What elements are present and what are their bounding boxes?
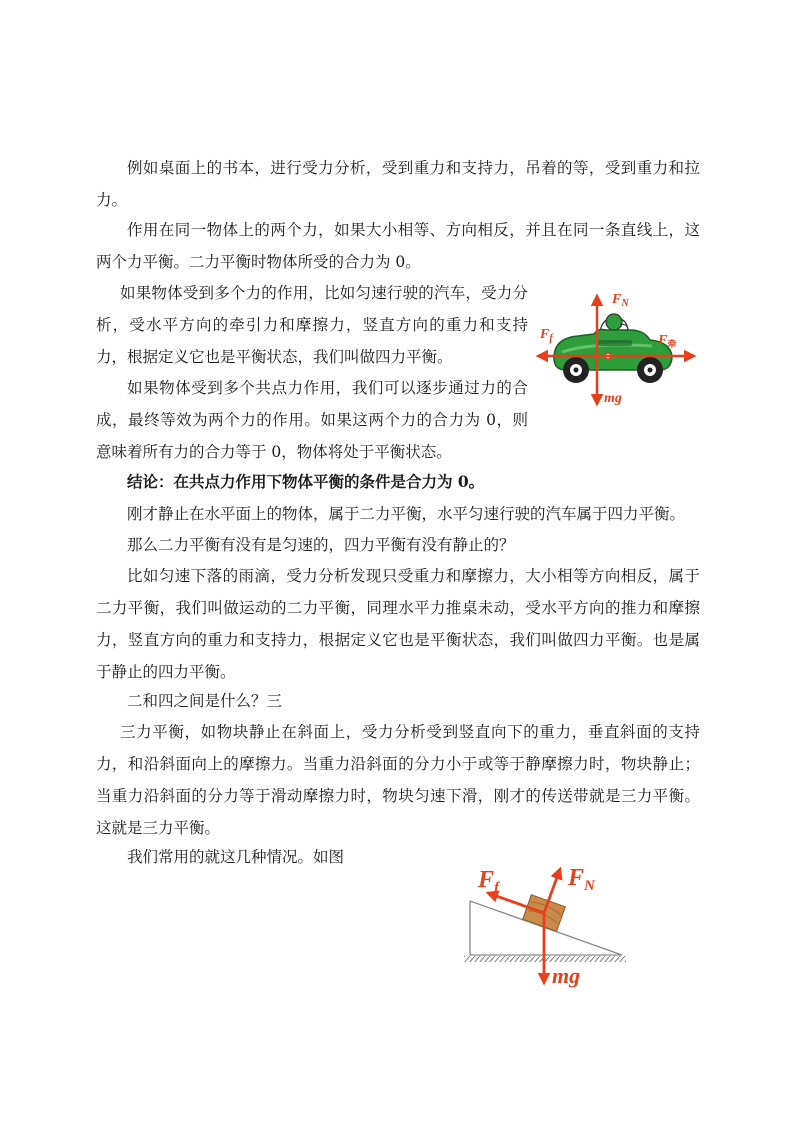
- paragraph-multiple-forces: 如果物体受到多个共点力作用，我们可以逐步通过力的合成，最终等效为两个力的作用。如果这两个力的合力为 0，则意味着所有力的合力等于 0，物体将处于平衡状态。: [96, 379, 528, 461]
- paragraph-raindrop: 比如匀速下落的雨滴，受力分析发现只受重力和摩擦力，大小相等方向相反，属于二力平衡，我们叫做运动的二力平衡，同理水平力推桌未动，受水平方向的推力和摩擦力，竖直方向的重力和支持力，根据定义它也是平衡状态，我们叫做四力平衡。也是属于静止的四力平衡。: [96, 567, 700, 681]
- car-wheel-right: [637, 357, 663, 383]
- label-fq: $F_牵$: [658, 333, 677, 349]
- paragraph-examples-summary: 刚才静止在水平面上的物体，属于二力平衡，水平匀速行驶的汽车属于四力平衡。: [127, 505, 686, 523]
- label-mg: mg: [604, 391, 622, 406]
- label-fn: $F_N$: [612, 292, 629, 309]
- car-wheel-left: [563, 357, 589, 383]
- label-fn: $F_N$: [568, 865, 595, 894]
- paragraph-between-two-four: 二和四之间是什么？三: [127, 692, 283, 710]
- label-mg: mg: [552, 963, 581, 988]
- car-force-diagram: [532, 284, 702, 416]
- paragraph-common-cases: 我们常用的就这几种情况。如图: [127, 848, 345, 866]
- label-ff: $F_f$: [478, 867, 500, 896]
- paragraph-conclusion: 结论：在共点力作用下物体平衡的条件是合力为 0。: [127, 472, 485, 491]
- paragraph-three-force: 三力平衡，如物块静止在斜面上，受力分析受到竖直向下的重力，垂直斜面的支持力，和沿斜面向上的摩擦力。当重力沿斜面的分力小于或等于静摩擦力时，物块静止；当重力沿斜面的分力等于滑动摩擦力时，物块匀速下滑，刚才的传送带就是三力平衡。这就是三力平衡。: [96, 723, 700, 837]
- paragraph-question: 那么二力平衡有没有是匀速的，四力平衡有没有静止的？: [127, 536, 515, 554]
- paragraph-books: 例如桌面上的书本，进行受力分析，受到重力和支持力，吊着的等，受到重力和拉力。: [96, 159, 700, 209]
- paragraph-car-four-force: 如果物体受到多个力的作用，比如匀速行驶的汽车，受力分析，受水平方向的牵引力和摩擦力，竖直方向的重力和支持力，根据定义它也是平衡状态，我们叫做四力平衡。: [96, 284, 528, 366]
- incline-force-diagram: [464, 855, 630, 995]
- label-ff: $F_f$: [540, 327, 553, 344]
- paragraph-two-force-definition: 作用在同一物体上的两个力，如果大小相等、方向相反，并且在同一条直线上，这两个力平衡。二力平衡时物体所受的合力为 0。: [96, 221, 700, 271]
